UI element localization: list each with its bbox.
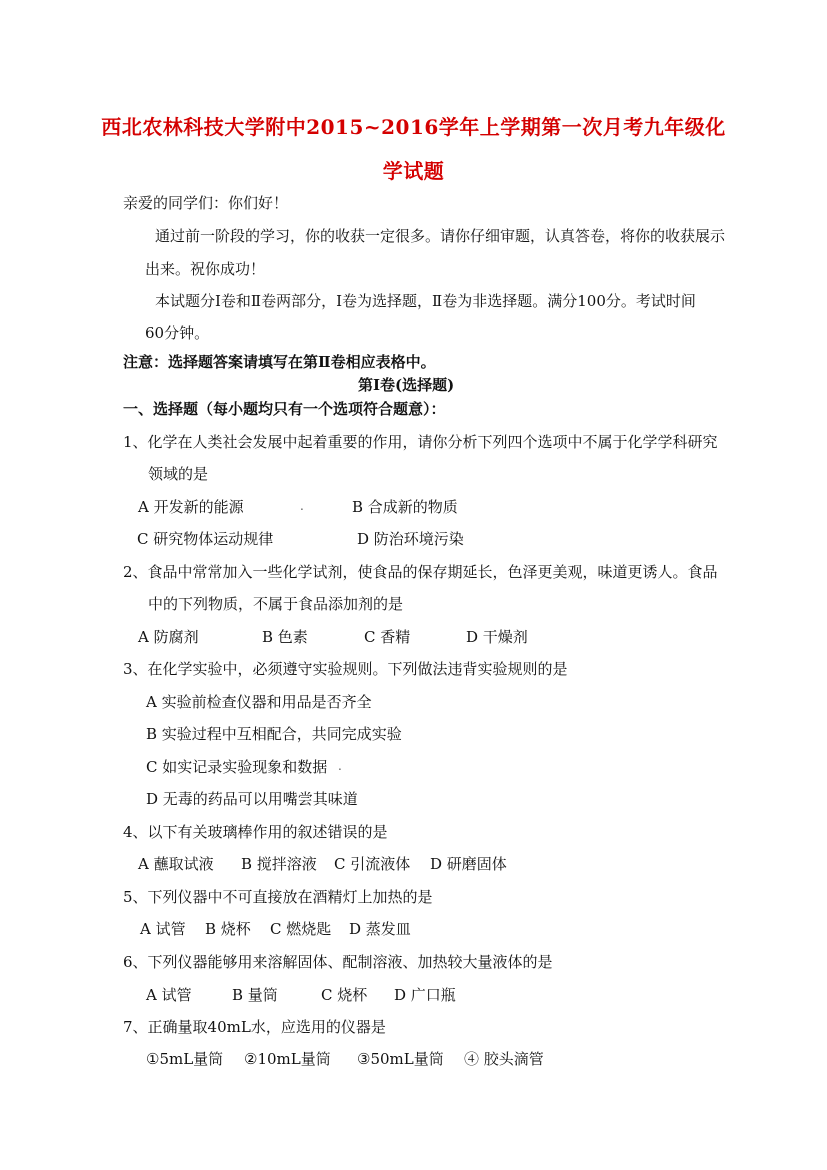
question-6-option-b: B 量筒 <box>232 986 278 1004</box>
question-2-option-a: A 防腐剂 <box>138 628 199 646</box>
question-1-stem-a: 1、化学在人类社会发展中起着重要的作用，请你分析下列四个选项中不属于化学学科研究 <box>123 433 718 451</box>
question-4-option-d: D 研磨固体 <box>430 855 507 873</box>
question-5-stem: 5、下列仪器中不可直接放在酒精灯上加热的是 <box>123 888 433 906</box>
exam-title-line1: 西北农林科技大学附中2015~2016学年上学期第一次月考九年级化 <box>101 115 726 139</box>
question-1-option-b: B 合成新的物质 <box>352 498 458 516</box>
intro-paragraph-2a: 本试题分Ⅰ卷和Ⅱ卷两部分，Ⅰ卷为选择题，Ⅱ卷为非选择题。满分100分。考试时间 <box>155 292 696 310</box>
question-2-stem-b: 中的下列物质，不属于食品添加剂的是 <box>148 595 404 613</box>
question-6-option-d: D 广口瓶 <box>394 986 456 1004</box>
intro-paragraph-1a: 通过前一阶段的学习，你的收获一定很多。请你仔细审题，认真答卷，将你的收获展示 <box>155 227 726 245</box>
question-2-option-d: D 干燥剂 <box>466 628 528 646</box>
intro-paragraph-1b: 出来。祝你成功！ <box>145 260 266 278</box>
greeting-text: 亲爱的同学们：你们好！ <box>123 194 289 212</box>
question-3-option-c: C 如实记录实验现象和数据 <box>146 758 328 776</box>
question-5-option-b: B 烧杯 <box>205 920 251 938</box>
question-3-stem: 3、在化学实验中，必须遵守实验规则。下列做法违背实验规则的是 <box>123 660 568 678</box>
question-5-option-c: C 燃烧匙 <box>270 920 332 938</box>
question-7-option-3: ③50mL量筒 <box>357 1050 444 1068</box>
question-6-stem: 6、下列仪器能够用来溶解固体、配制溶液、加热较大量液体的是 <box>123 953 553 971</box>
question-4-option-a: A 蘸取试液 <box>138 855 214 873</box>
answer-notice: 注意：选择题答案请填写在第Ⅱ卷相应表格中。 <box>123 353 436 371</box>
question-2-stem-a: 2、食品中常常加入一些化学试剂，使食品的保存期延长，色泽更美观，味道更诱人。食品 <box>123 563 718 581</box>
question-3-option-a: A 实验前检查仪器和用品是否齐全 <box>146 693 372 711</box>
exam-title-line2: 学试题 <box>382 159 445 183</box>
question-1-option-c: C 研究物体运动规律 <box>137 530 274 548</box>
question-5-option-d: D 蒸发皿 <box>349 920 411 938</box>
question-4-option-b: B 搅拌溶液 <box>241 855 317 873</box>
question-1-stem-b: 领域的是 <box>148 465 209 483</box>
question-7-option-2: ②10mL量筒 <box>244 1050 331 1068</box>
question-2-option-b: B 色素 <box>262 628 308 646</box>
question-1-option-d: D 防治环境污染 <box>357 530 464 548</box>
stray-dot-mark: . <box>300 499 304 513</box>
question-7-option-4: ④ 胶头滴管 <box>464 1050 544 1068</box>
part-one-title: 第Ⅰ卷(选择题) <box>358 376 455 394</box>
question-3-option-b: B 实验过程中互相配合，共同完成实验 <box>146 725 402 743</box>
question-4-stem: 4、以下有关玻璃棒作用的叙述错误的是 <box>123 823 388 841</box>
question-4-option-c: C 引流液体 <box>334 855 411 873</box>
question-7-option-1: ①5mL量筒 <box>146 1050 224 1068</box>
question-3-option-d: D 无毒的药品可以用嘴尝其味道 <box>146 790 358 808</box>
question-6-option-c: C 烧杯 <box>321 986 368 1004</box>
question-7-stem: 7、正确量取40mL水，应选用的仪器是 <box>123 1018 386 1036</box>
question-2-option-c: C 香精 <box>364 628 411 646</box>
question-6-option-a: A 试管 <box>146 986 192 1004</box>
question-1-option-a: A 开发新的能源 <box>138 498 244 516</box>
section-heading: 一、选择题（每小题均只有一个选项符合题意）： <box>123 400 446 418</box>
question-5-option-a: A 试管 <box>140 920 186 938</box>
intro-paragraph-2b: 60分钟。 <box>145 324 210 342</box>
stray-dot-mark: . <box>338 759 342 773</box>
